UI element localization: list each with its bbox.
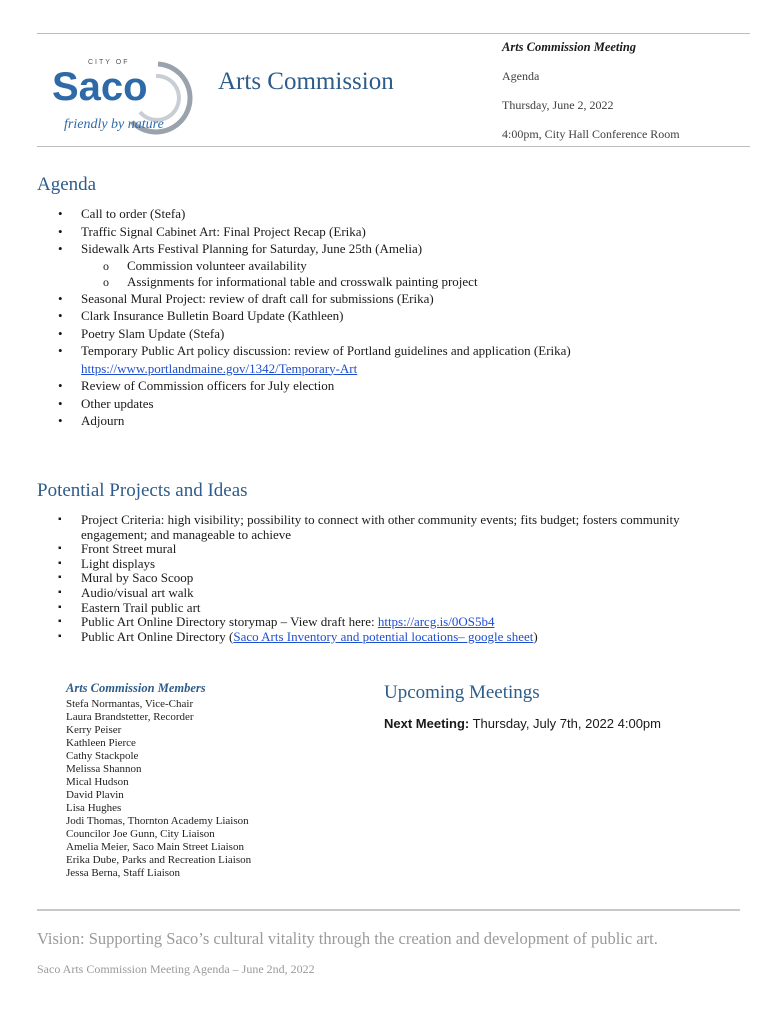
- member-name: Jessa Berna, Staff Liaison: [66, 867, 181, 879]
- storymap-text: Public Art Online Directory storymap – View draft here:: [81, 614, 378, 630]
- logo-tagline: friendly by nature: [64, 117, 164, 132]
- meeting-title: Arts Commission Meeting: [502, 40, 637, 54]
- list-item: [58, 630, 698, 645]
- doc-type: Agenda: [502, 69, 540, 83]
- member-name: Jodi Thomas, Thornton Academy Liaison: [66, 815, 249, 827]
- list-item: ▪ Audio/visual art walk: [58, 586, 698, 601]
- directory-close: ): [533, 628, 538, 644]
- logo-city-of: CITY OF: [88, 59, 130, 66]
- list-item: ▪ Mural by Saco Scoop: [58, 571, 698, 586]
- sub-list-item: o Assignments for informational table and crosswalk painting project: [81, 274, 738, 290]
- ideas-list: [58, 513, 698, 644]
- meeting-time-place: 4:00pm, City Hall Conference Room: [502, 127, 680, 141]
- list-item-text: Sidewalk Arts Festival Planning for Saturday, June 25th (Amelia): [81, 241, 423, 256]
- header-rule: [37, 146, 750, 147]
- member-name: Erika Dube, Parks and Recreation Liaison: [66, 854, 252, 866]
- agenda-list: [58, 205, 738, 430]
- sub-list-item: o Commission volunteer availability: [81, 258, 738, 274]
- meeting-date: Thursday, June 2, 2022: [502, 98, 614, 112]
- upcoming-heading: Upcoming Meetings: [384, 682, 540, 703]
- vision-statement: Vision: Supporting Saco’s cultural vitality through the creation and development of public art.: [37, 929, 658, 948]
- next-meeting-value: Thursday, July 7th, 2022 4:00pm: [469, 716, 661, 731]
- directory-sheet-link[interactable]: Saco Arts Inventory and potential locations– google sheet: [233, 628, 534, 644]
- saco-logo: [50, 52, 200, 138]
- portland-guidelines-link[interactable]: https://www.portlandmaine.gov/1342/Temporary-Art: [81, 360, 358, 376]
- member-name: Lisa Hughes: [66, 802, 122, 814]
- top-rule: [37, 33, 750, 34]
- member-name: Councilor Joe Gunn, City Liaison: [66, 828, 215, 840]
- list-item: • Review of Commission officers for July election: [58, 377, 738, 395]
- list-item: ▪ Front Street mural: [58, 542, 698, 557]
- member-name: Melissa Shannon: [66, 763, 142, 775]
- next-meeting-label: Next Meeting:: [384, 716, 470, 731]
- ideas-heading: Potential Projects and Ideas: [37, 480, 248, 501]
- member-name: Cathy Stackpole: [66, 750, 139, 762]
- header-info: [502, 40, 762, 142]
- footer-rule: [37, 909, 740, 911]
- agenda-heading: Agenda: [37, 174, 97, 195]
- directory-text: Public Art Online Directory (: [81, 628, 234, 644]
- list-item: • Seasonal Mural Project: review of draft call for submissions (Erika): [58, 290, 738, 308]
- list-item: • Other updates: [58, 395, 738, 413]
- member-name: Laura Brandstetter, Recorder: [66, 711, 194, 723]
- list-item: ▪ Eastern Trail public art: [58, 601, 698, 616]
- list-item: ▪ Project Criteria: high visibility; possibility to connect with other community events; fits budget; fosters community engagement; and manageable to achieve: [58, 513, 698, 542]
- members-heading: Arts Commission Members: [66, 681, 206, 695]
- list-item: ▪ Light displays: [58, 557, 698, 572]
- list-item: • Clark Insurance Bulletin Board Update (Kathleen): [58, 307, 738, 325]
- list-item: • Call to order (Stefa): [58, 205, 738, 223]
- member-name: Stefa Normantas, Vice-Chair: [66, 698, 194, 710]
- list-item-text: Temporary Public Art policy discussion: review of Portland guidelines and application (Erika): [81, 343, 571, 358]
- list-item: [58, 615, 698, 630]
- storymap-link[interactable]: https://arcg.is/0OS5b4: [377, 614, 495, 630]
- member-name: Kerry Peiser: [66, 724, 122, 736]
- member-name: Amelia Meier, Saco Main Street Liaison: [66, 841, 244, 853]
- members-panel: [66, 681, 366, 880]
- logo-name: Saco: [52, 65, 148, 109]
- list-item: • Adjourn: [58, 412, 738, 430]
- list-item: • Traffic Signal Cabinet Art: Final Project Recap (Erika): [58, 223, 738, 241]
- sub-list: [81, 258, 738, 290]
- member-name: Mical Hudson: [66, 776, 129, 788]
- list-item: • Poetry Slam Update (Stefa): [58, 325, 738, 343]
- upcoming-panel: [384, 682, 754, 731]
- member-name: Kathleen Pierce: [66, 737, 136, 749]
- next-meeting: [384, 716, 754, 731]
- list-item: [58, 342, 738, 377]
- page-footer: Saco Arts Commission Meeting Agenda – June 2nd, 2022: [37, 962, 315, 976]
- list-item: [58, 240, 738, 290]
- member-name: David Plavin: [66, 789, 124, 801]
- page-title: Arts Commission: [218, 68, 394, 95]
